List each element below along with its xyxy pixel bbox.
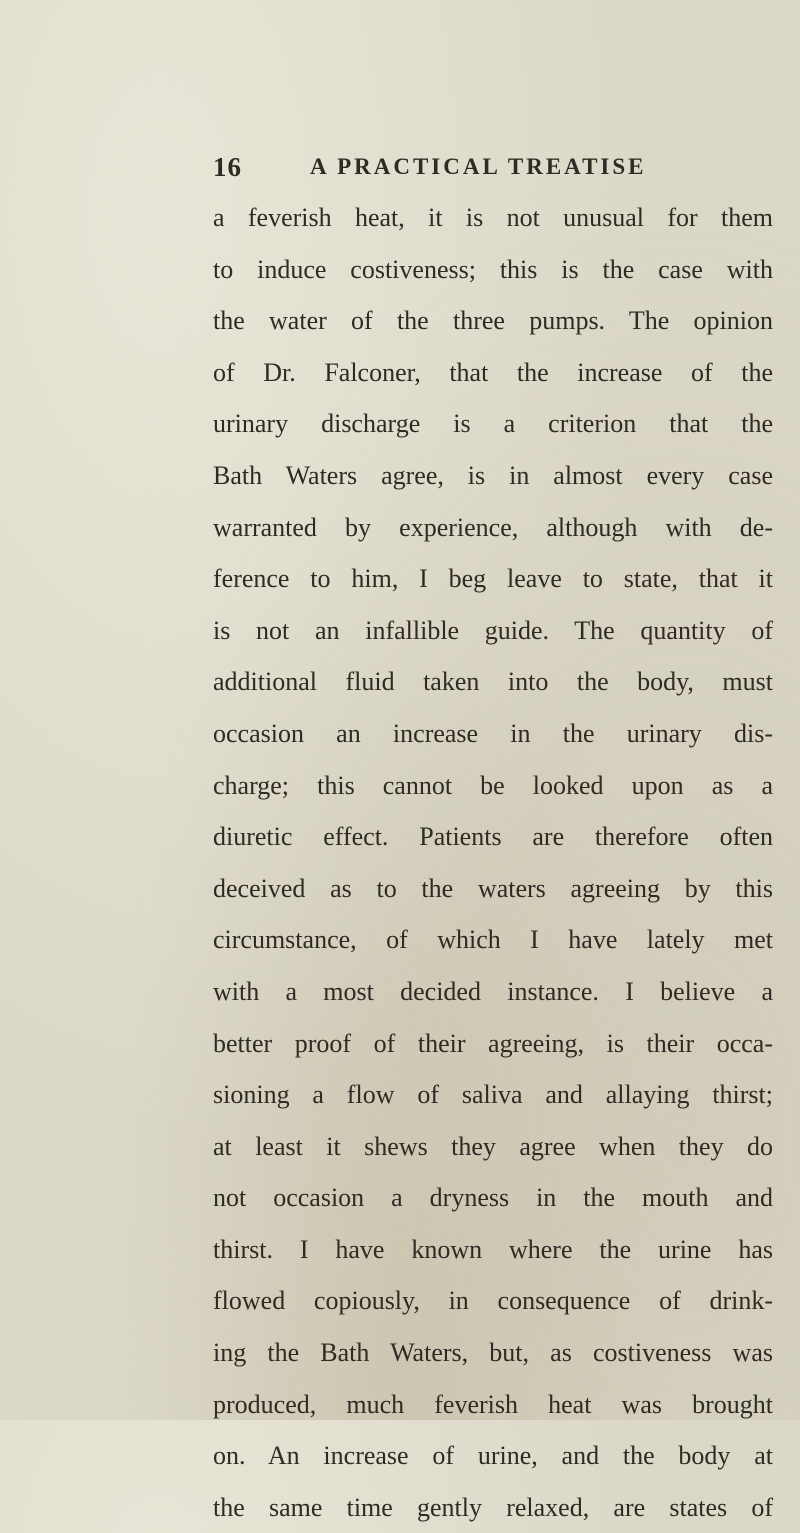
text-line: sioning a flow of saliva and allaying thirst; — [213, 1080, 773, 1110]
text-line: charge; this cannot be looked upon as a — [213, 770, 773, 800]
text-line: warranted by experience, although with de- — [213, 512, 773, 542]
text-line: circumstance, of which I have lately met — [213, 925, 773, 955]
text-line: deceived as to the waters agreeing by this — [213, 873, 773, 903]
text-line: ing the Bath Waters, but, as costiveness was — [213, 1338, 773, 1368]
text-line: thirst. I have known where the urine has — [213, 1234, 773, 1264]
text-line: is not an infallible guide. The quantity of — [213, 615, 773, 645]
text-line: ference to him, I beg leave to state, that it — [213, 564, 773, 594]
text-line: diuretic effect. Patients are therefore often — [213, 822, 773, 852]
text-line: additional fluid taken into the body, must — [213, 667, 773, 697]
text-line: the same time gently relaxed, are states of — [213, 1492, 773, 1522]
text-line: the water of the three pumps. The opinion — [213, 306, 773, 336]
text-line: of Dr. Falconer, that the increase of the — [213, 357, 773, 387]
body-text — [213, 192, 773, 1533]
text-line: with a most decided instance. I believe a — [213, 976, 773, 1006]
text-line: on. An increase of urine, and the body at — [213, 1441, 773, 1471]
text-line: occasion an increase in the urinary dis- — [213, 718, 773, 748]
text-line: not occasion a dryness in the mouth and — [213, 1183, 773, 1213]
text-line: urinary discharge is a criterion that the — [213, 409, 773, 439]
text-line: flowed copiously, in consequence of drink- — [213, 1286, 773, 1316]
text-line: produced, much feverish heat was brought — [213, 1389, 773, 1419]
running-head — [213, 152, 773, 188]
text-line: Bath Waters agree, is in almost every case — [213, 460, 773, 490]
text-line: to induce costiveness; this is the case with — [213, 254, 773, 284]
text-line: better proof of their agreeing, is their occa- — [213, 1028, 773, 1058]
page-number: 16 — [213, 152, 242, 182]
text-line: at least it shews they agree when they do — [213, 1131, 773, 1161]
running-title: A PRACTICAL TREATISE — [310, 154, 647, 179]
text-line: a feverish heat, it is not unusual for them — [213, 203, 773, 232]
